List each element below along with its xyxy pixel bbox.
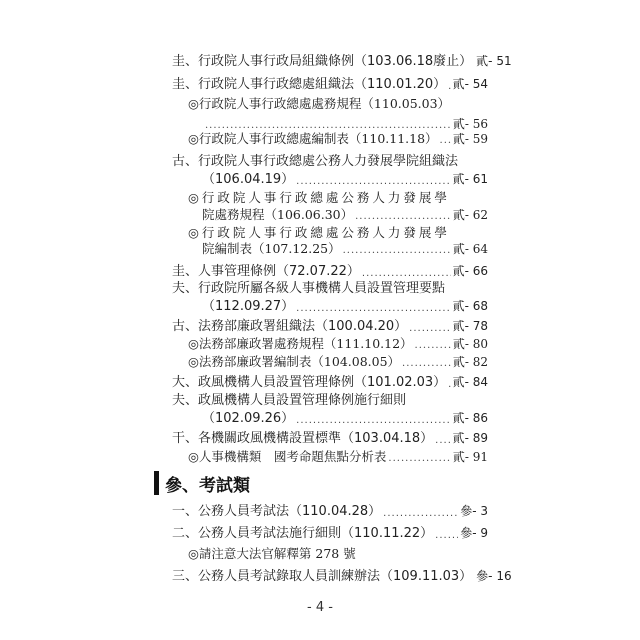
toc-entry-text: 二、公務人員考試法施行細則（110.11.22） xyxy=(172,526,434,541)
toc-entry xyxy=(188,354,488,370)
toc-page-ref: 貳- 68 xyxy=(452,299,488,313)
leader-dots xyxy=(355,211,451,223)
toc-entry-text: （106.04.19） xyxy=(202,172,295,187)
toc-entry-text: ◎行政院人事行政總處公務人力發展學 xyxy=(188,190,450,205)
leader-dots xyxy=(435,530,458,542)
toc-entry-text: （102.09.26） xyxy=(202,411,295,426)
toc-entry xyxy=(202,298,488,315)
toc-page-ref: 貳- 80 xyxy=(452,337,488,351)
toc-entry xyxy=(172,393,488,409)
toc-page-ref: 貳- 54 xyxy=(452,77,488,91)
toc-entry-text: 古、法務部廉政署組織法（100.04.20） xyxy=(172,319,408,334)
toc-entry xyxy=(205,116,488,132)
section-heading xyxy=(154,470,250,496)
toc-entry-text: 院處務規程（106.06.30） xyxy=(202,207,354,222)
toc-page-ref: 貳- 59 xyxy=(452,132,488,146)
leader-dots xyxy=(415,340,451,352)
leader-dots xyxy=(435,435,450,447)
toc-entry xyxy=(202,241,488,257)
toc-entry xyxy=(172,76,488,93)
toc-entry xyxy=(172,263,488,280)
toc-entry xyxy=(188,225,488,241)
toc-entry xyxy=(188,449,488,465)
toc-entry-text: （112.09.27） xyxy=(202,299,295,314)
section-bar xyxy=(154,471,159,495)
toc-entry-text: ◎請注意大法官解釋第 278 號 xyxy=(188,546,356,561)
toc-entry-text: 古、行政院人事行政總處公務人力發展學院組織法 xyxy=(172,154,459,169)
toc-entry xyxy=(188,336,488,352)
toc-entry xyxy=(188,96,488,112)
toc-entry xyxy=(172,568,512,585)
toc-entry-text: ◎行政院人事行政總處編制表（110.11.18） xyxy=(188,131,438,146)
toc-entry-text: ◎人事機構類 國考命題焦點分析表 xyxy=(188,449,387,464)
leader-dots xyxy=(343,245,451,257)
toc-page-ref: 參- 9 xyxy=(460,526,488,540)
page-number: - 4 - xyxy=(307,600,333,615)
toc-page-ref: 貳- 51 xyxy=(476,54,512,68)
toc-entry xyxy=(188,131,488,147)
toc-entry xyxy=(172,281,488,297)
leader-dots xyxy=(448,81,450,93)
toc-page-ref: 貳- 86 xyxy=(452,411,488,425)
leader-dots xyxy=(409,323,450,335)
toc-page-ref: 貳- 91 xyxy=(452,450,488,464)
toc-entry-text: ◎法務部廉政署編制表（104.08.05） xyxy=(188,354,401,369)
leader-dots xyxy=(296,303,450,315)
toc-entry xyxy=(172,374,488,391)
toc-entry-text: 三、公務人員考試錄取人員訓練辦法（109.11.03） xyxy=(172,569,473,584)
toc-entry-text: ◎行政院人事行政總處公務人力發展學 xyxy=(188,225,450,240)
toc-page-ref: 貳- 82 xyxy=(452,355,488,369)
toc-entry-text: 圭、人事管理條例（72.07.22） xyxy=(172,264,360,279)
toc-entry-text: 大、政風機構人員設置管理條例（101.02.03） xyxy=(172,375,447,390)
toc-entry-text: ◎行政院人事行政總處處務規程（110.05.03） xyxy=(188,96,451,111)
toc-entry xyxy=(172,53,512,70)
toc-page-ref: 貳- 66 xyxy=(452,264,488,278)
toc-entry-text: 夫、行政院所屬各級人事機構人員設置管理要點 xyxy=(172,281,446,296)
toc-entry xyxy=(202,207,488,223)
toc-page-ref: 貳- 89 xyxy=(452,431,488,445)
toc-entry xyxy=(172,503,488,520)
toc-page-ref: 貳- 61 xyxy=(452,172,488,186)
leader-dots xyxy=(383,508,458,520)
toc-entry xyxy=(172,318,488,335)
toc-page-ref: 貳- 64 xyxy=(452,242,488,256)
leader-dots xyxy=(440,135,451,147)
toc-entry-text: 院編制表（107.12.25） xyxy=(202,241,341,256)
toc-entry xyxy=(172,525,488,542)
toc-entry xyxy=(202,171,488,188)
toc-entry-text: 圭、行政院人事行政局組織條例（103.06.18廢止） xyxy=(172,54,473,69)
toc-page-ref: 貳- 78 xyxy=(452,319,488,333)
toc-page-ref: 貳- 62 xyxy=(452,208,488,222)
toc-entry xyxy=(172,430,488,447)
leader-dots xyxy=(402,358,451,370)
section-title: 參、考試類 xyxy=(165,475,250,496)
toc-entry-text: 干、各機關政風機構設置標準（103.04.18） xyxy=(172,431,434,446)
toc-page-ref: 貳- 84 xyxy=(452,375,488,389)
leader-dots xyxy=(448,379,450,391)
toc-entry-text: 圭、行政院人事行政總處組織法（110.01.20） xyxy=(172,77,447,92)
leader-dots xyxy=(388,453,450,465)
toc-entry xyxy=(202,410,488,427)
toc-entry xyxy=(188,190,488,206)
toc-page-ref: 貳- 56 xyxy=(452,117,488,131)
toc-entry xyxy=(172,154,488,170)
toc-entry-text: 一、公務人員考試法（110.04.28） xyxy=(172,504,382,519)
toc-page-ref: 參- 3 xyxy=(460,504,488,518)
toc-page-ref: 參- 16 xyxy=(476,569,512,583)
leader-dots xyxy=(296,176,450,188)
toc-entry xyxy=(188,546,488,562)
leader-dots xyxy=(296,415,450,427)
leader-dots xyxy=(362,268,451,280)
toc-entry-text: ◎法務部廉政署處務規程（111.10.12） xyxy=(188,336,413,351)
toc-entry-text: 夫、政風機構人員設置管理條例施行細則 xyxy=(172,393,407,408)
